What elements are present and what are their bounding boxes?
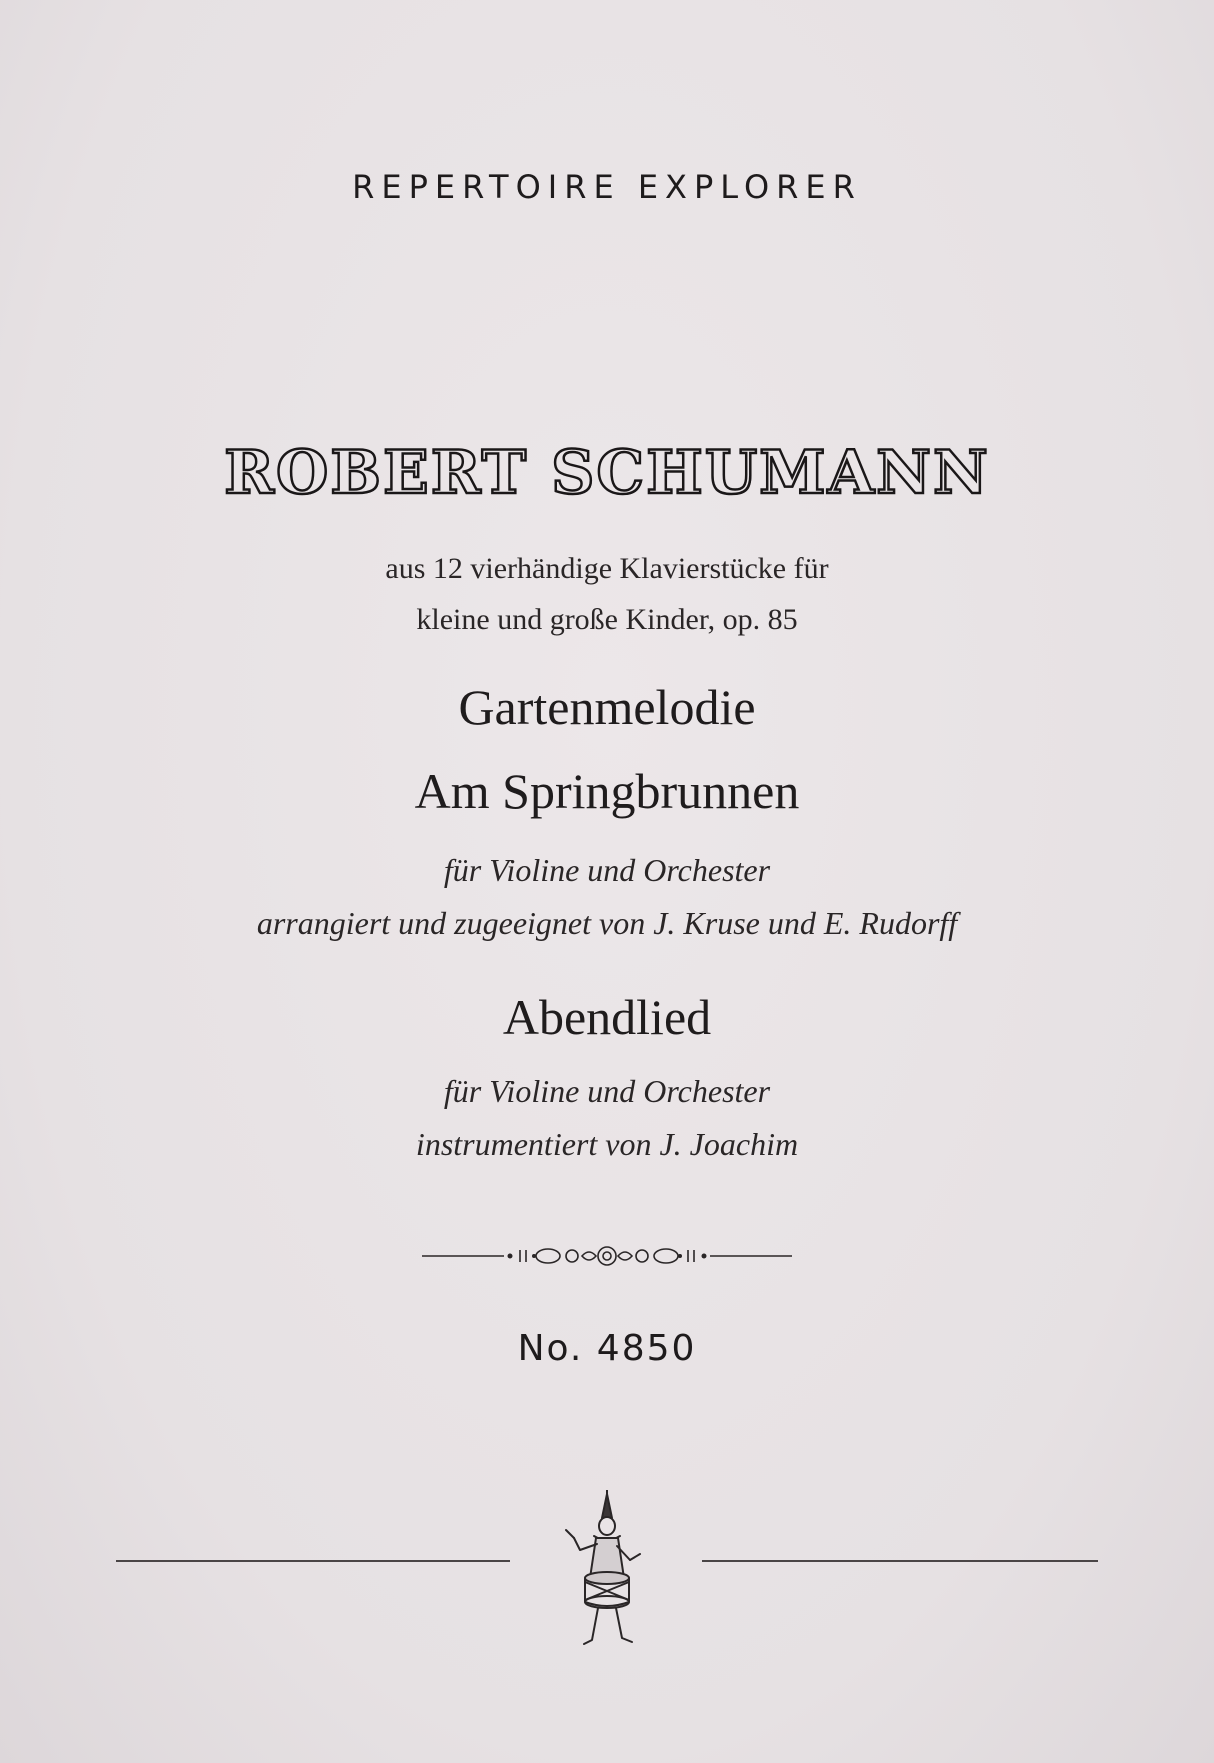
- work-title-abendlied: Abendlied: [502, 989, 712, 1045]
- composer-name: ROBERT SCHUMANN: [224, 438, 990, 508]
- work-title-am-springbrunnen: Am Springbrunnen: [414, 763, 800, 819]
- catalog-number: No. 4850: [517, 1328, 697, 1369]
- series-title: REPERTOIRE EXPLORER: [352, 168, 862, 206]
- arranger-line-2: instrumentiert von J. Joachim: [415, 1126, 799, 1162]
- footer-rule-left: [116, 1560, 510, 1562]
- scoring-line-2: für Violine und Orchester: [443, 1073, 771, 1109]
- ornamental-divider-icon: [422, 1244, 792, 1268]
- subtitle-line-1: aus 12 vierhändige Klavierstücke für: [385, 552, 829, 585]
- drummer-figure-logo-icon: [560, 1490, 654, 1650]
- scoring-line-1: für Violine und Orchester: [443, 852, 771, 888]
- work-title-gartenmelodie: Gartenmelodie: [458, 679, 756, 735]
- arranger-line-1: arrangiert und zugeeignet von J. Kruse und E. Rudorff: [256, 905, 958, 941]
- subtitle-line-2: kleine und große Kinder, op. 85: [416, 603, 798, 636]
- footer-rule-right: [702, 1560, 1098, 1562]
